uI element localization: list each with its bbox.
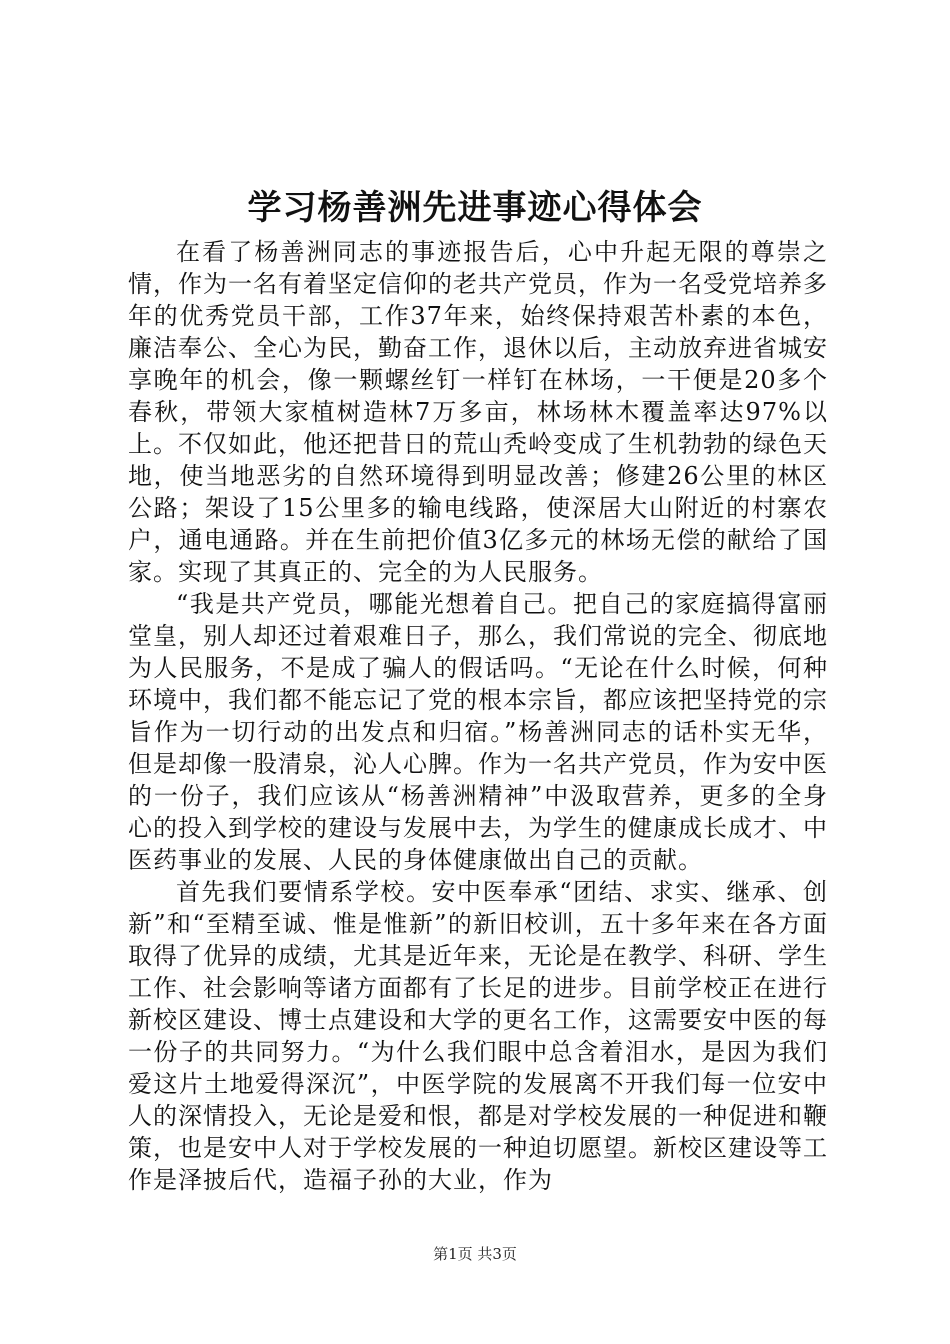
document-body — [128, 236, 828, 1196]
paragraph-3: 首先我们要情系学校。安中医奉承“团结、求实、继承、创新”和“至精至诚、惟是惟新”的新旧校训，五十多年来在各方面取得了优异的成绩，尤其是近年来，无论是在教学、科研、学生工作、社会影响等诸方面都有了长足的进步。目前学校正在进行新校区建设、博士点建设和大学的更名工作，这需要安中医的每一份子的共同努力。“为什么我们眼中总含着泪水，是因为我们爱这片土地爱得深沉”，中医学院的发展离不开我们每一位安中人的深情投入，无论是爱和恨，都是对学校发展的一种促进和鞭策，也是安中人对于学校发展的一种迫切愿望。新校区建设等工作是泽披后代，造福子孙的大业，作为 — [128, 878, 828, 1194]
page-number-footer: 第1页 共3页 — [433, 1245, 517, 1263]
paragraph-1: 在看了杨善洲同志的事迹报告后，心中升起无限的尊崇之情，作为一名有着坚定信仰的老共产党员，作为一名受党培养多年的优秀党员干部，工作37年来，始终保持艰苦朴素的本色，廉洁奉公、全心为民，勤奋工作，退休以后，主动放弃进省城安享晚年的机会，像一颗螺丝钉一样钉在林场，一干便是20多个春秋，带领大家植树造林7万多亩，林场林木覆盖率达97%以上。不仅如此，他还把昔日的荒山秃岭变成了生机勃勃的绿色天地，使当地恶劣的自然环境得到明显改善；修建26公里的林区公路；架设了15公里多的输电线路，使深居大山附近的村寨农户，通电通路。并在生前把价值3亿多元的林场无偿的献给了国家。实现了其真正的、完全的为人民服务。 — [128, 238, 828, 586]
paragraph-2: “我是共产党员，哪能光想着自己。把自己的家庭搞得富丽堂皇，别人却还过着艰难日子，那么，我们常说的完全、彻底地为人民服务，不是成了骗人的假话吗。“无论在什么时候，何种环境中，我们都不能忘记了党的根本宗旨，都应该把坚持党的宗旨作为一切行动的出发点和归宿。”杨善洲同志的话朴实无华，但是却像一股清泉，沁人心脾。作为一名共产党员，作为安中医的一份子，我们应该从“杨善洲精神”中汲取营养，更多的全身心的投入到学校的建设与发展中去，为学生的健康成长成才、中医药事业的发展、人民的身体健康做出自己的贡献。 — [128, 590, 828, 874]
document-title: 学习杨善洲先进事迹心得体会 — [247, 188, 703, 228]
